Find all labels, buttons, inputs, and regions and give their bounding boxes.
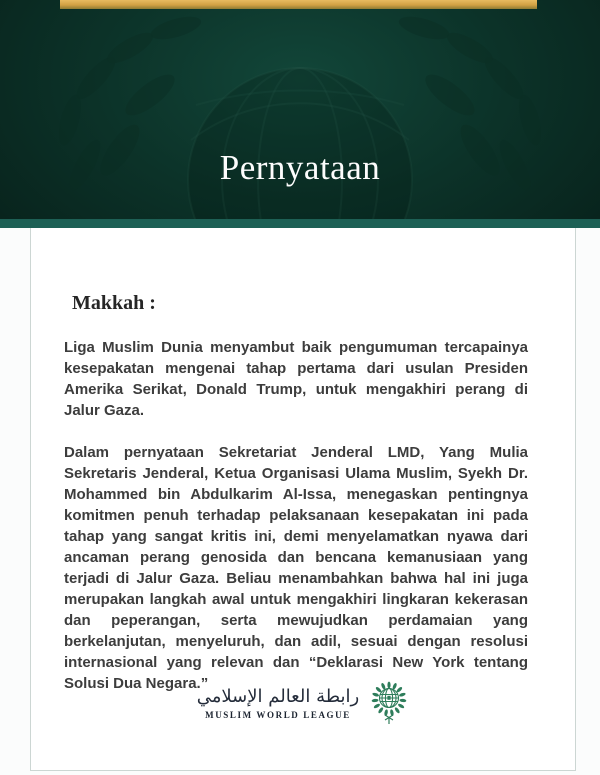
mwl-logo [31,678,575,728]
mwl-arabic-name: رابطة العالم الإسلامي [196,685,360,707]
statement-paragraph-1: Liga Muslim Dunia menyambut baik pengumuman tercapainya kesepakatan mengenai tahap pertama dari usulan Presiden Amerika Serikat, Donald Trump, untuk mengakhiri perang di Jalur Gaza. [64,339,528,419]
mwl-emblem-icon [369,678,409,728]
mwl-logo-text [197,686,359,721]
mwl-latin-name: MUSLIM WORLD LEAGUE [205,710,351,721]
statement-card [30,228,576,771]
statement-paragraph-2: Dalam pernyataan Sekretariat Jenderal LMD, Yang Mulia Sekretaris Jenderal, Ketua Organisasi Ulama Muslim, Syekh Dr. Mohammed bin Abdulkarim Al-Issa, menegaskan pentingnya komitmen penuh terhadap pelaksanaan kesepakatan ini pada tahap yang sangat kritis ini, demi menyelamatkan nyawa dari ancaman perang genosida dan bencana kemanusiaan yang terjadi di Jalur Gaza. Beliau menambahkan bahwa hal ini juga merupakan langkah awal untuk mengakhiri lingkaran kekerasan dan peperangan, serta mewujudkan perdamaian yang berkelanjutan, menyeluruh, dan adil, sesuai dengan resolusi internasional yang relevan dan “Deklarasi New York tentang Solusi Dua Negara.” [64,444,528,692]
header-banner [0,0,600,219]
teal-divider [0,219,600,228]
dateline: Makkah : [72,292,156,314]
page-title: Pernyataan [219,148,381,187]
